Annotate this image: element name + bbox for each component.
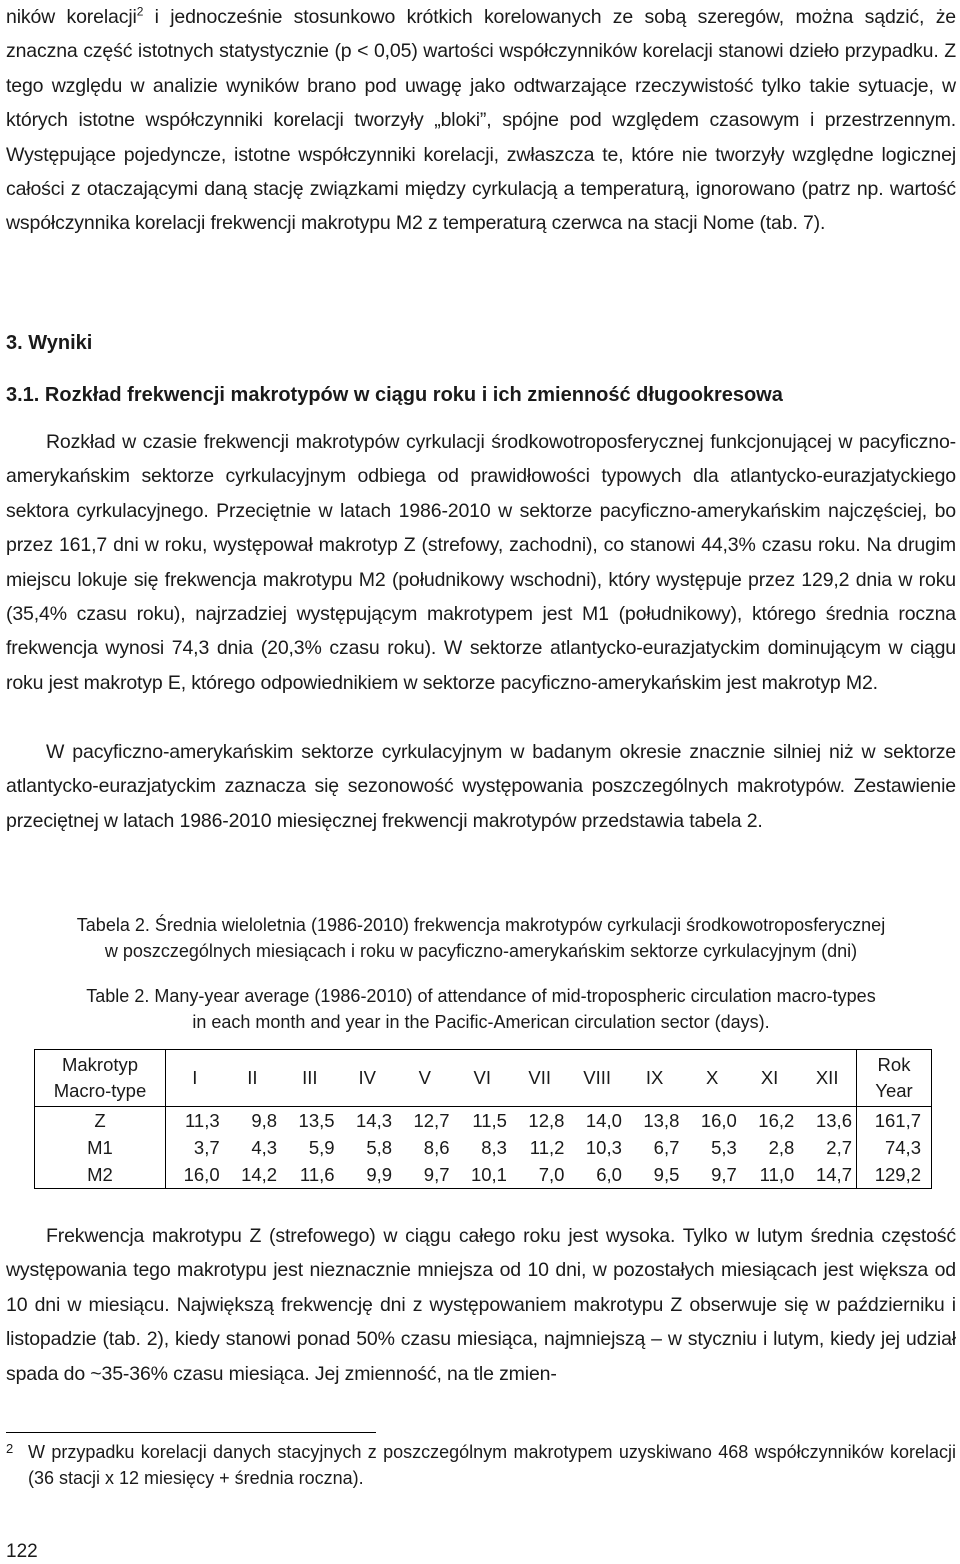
table-row <box>35 1134 932 1161</box>
table-cell: 11,2 <box>529 1137 565 1158</box>
header-month: VI <box>454 1050 511 1107</box>
table-row <box>35 1107 932 1135</box>
header-month: IX <box>626 1050 683 1107</box>
table-cell: 2,7 <box>826 1137 852 1158</box>
footnote-divider <box>6 1432 376 1433</box>
table-cell: 4,3 <box>251 1137 278 1158</box>
footnote-mark: 2 <box>6 1441 14 1456</box>
header-year-en: Year <box>875 1080 913 1101</box>
table-cell: 14,2 <box>241 1164 278 1185</box>
table-cell: 11,3 <box>184 1110 220 1131</box>
table-cell: 9,9 <box>366 1164 393 1185</box>
table-cell: 16,2 <box>758 1110 795 1131</box>
table-cell: 13,5 <box>298 1110 335 1131</box>
table-caption-polish-line2: w poszczególnych miesiącach i roku w pacyficzno-amerykańskim sektorze cyrkulacyjnym (dni) <box>104 941 858 961</box>
table-cell: 11,5 <box>472 1110 507 1131</box>
table-caption-english-line2: in each month and year in the Pacific-American circulation sector (days). <box>192 1012 770 1032</box>
table-cell: 9,7 <box>423 1164 450 1185</box>
table-cell: 12,7 <box>413 1110 450 1131</box>
table-cell: 13,8 <box>643 1110 680 1131</box>
section-heading: 3. Wyniki <box>6 332 93 354</box>
macrotype-frequency-table <box>34 1049 932 1189</box>
header-month: III <box>281 1050 338 1107</box>
table-cell: 6,0 <box>596 1164 622 1185</box>
table-cell: 10,1 <box>470 1164 507 1185</box>
table-cell: 14,7 <box>815 1164 852 1185</box>
header-month: VIII <box>568 1050 625 1107</box>
header-macrotype-en: Macro-type <box>53 1080 147 1101</box>
paragraph-seasonality: W pacyficzno-amerykańskim sektorze cyrkulacyjnym w badanym okresie znacznie silniej niż w sektorze atlantycko-eurazjatyckim zaznacza się sezonowość występowania poszczególnych makrotypów. Zestawienie przeciętnej w latach 1986-2010 miesięcznej frekwencji makrotypów przedstawia tabela 2. <box>6 741 956 832</box>
subsection-heading: 3.1. Rozkład frekwencji makrotypów w ciągu roku i ich zmienność długookresowa <box>6 384 783 406</box>
header-month: V <box>396 1050 453 1107</box>
table-cell: 14,3 <box>356 1110 393 1131</box>
paragraph-intro-start: ników korelacji <box>6 6 137 28</box>
table-row <box>35 1161 932 1189</box>
table-cell: 10,3 <box>585 1137 622 1158</box>
header-month: XI <box>741 1050 798 1107</box>
footnote-text: W przypadku korelacji danych stacyjnych z poszczególnym makrotypem uzyskiwano 468 współczynników korelacji (36 stacji x 12 miesięcy + średnia roczna). <box>28 1442 956 1488</box>
header-month: IV <box>339 1050 396 1107</box>
header-month: I <box>166 1050 224 1107</box>
table-cell: 9,7 <box>711 1164 737 1185</box>
paragraph-macrotype-z: Frekwencja makrotypu Z (strefowego) w ciągu całego roku jest wysoka. Tylko w lutym średnia częstość występowania tego makrotypu jest nieznacznie mniejsza od 10 dni, w pozostałych miesiącach jest większa od 10 dni w miesiącu. Największą frekwencję dni z występowaniem makrotypu Z obserwuje się w październiku i listopadzie (tab. 2), kiedy stanowi ponad 50% czasu miesiąca, najmniejszą – w styczniu i lutym, kiedy jej udział spada do ~35-36% czasu miesiąca. Jej zmienność, na tle zmien- <box>6 1225 956 1385</box>
paragraph-distribution: Rozkład w czasie frekwencji makrotypów cyrkulacji środkowotroposferycznej funkcjonującej w pacyficzno-amerykańskim sektorze cyrkulacyjnym odbiega od prawidłowości typowych dla atlantycko-eurazjatyckiego sektora cyrkulacyjnego. Przeciętnie w latach 1986-2010 w sektorze pacyficzno-amerykańskim najczęściej, bo przez 161,7 dni w roku, występował makrotyp Z (strefowy, zachodni), co stanowi 44,3% czasu roku. Na drugim miejscu lokuje się frekwencja makrotypu M2 (południkowy wschodni), który występuje przez 129,2 dnia w roku (35,4% czasu roku), najrzadziej występującym makrotypem jest M1 (południkowy), którego średnia roczna frekwencja wynosi 74,3 dnia (20,3% czasu roku). W sektorze atlantycko-eurazjatyckim dominującym w ciągu roku jest makrotyp E, którego odpowiednikiem w sektorze pacyficzno-amerykańskim jest makrotyp M2. <box>6 431 956 694</box>
header-month: VII <box>511 1050 568 1107</box>
table-cell: 8,3 <box>481 1137 507 1158</box>
header-month: XII <box>798 1050 856 1107</box>
row-macrotype: M1 <box>35 1134 166 1161</box>
table-cell-year: 74,3 <box>857 1134 932 1161</box>
header-year-pl: Rok <box>877 1054 911 1075</box>
table-caption-english-line1: Table 2. Many-year average (1986-2010) of attendance of mid-tropospheric circulation macro-types <box>86 986 876 1006</box>
table-cell: 16,0 <box>183 1164 220 1185</box>
table-cell: 9,8 <box>251 1110 278 1131</box>
row-macrotype: Z <box>35 1107 166 1135</box>
table-cell: 13,6 <box>815 1110 852 1131</box>
table-cell: 12,8 <box>528 1110 565 1131</box>
header-month: X <box>683 1050 740 1107</box>
table-cell: 5,3 <box>711 1137 737 1158</box>
page-number: 122 <box>6 1541 38 1562</box>
header-macrotype-pl: Makrotyp <box>61 1054 139 1075</box>
table-cell: 11,0 <box>759 1164 795 1185</box>
header-month: II <box>224 1050 281 1107</box>
paragraph-intro <box>6 0 956 241</box>
table-cell: 16,0 <box>700 1110 737 1131</box>
table-cell: 7,0 <box>538 1164 565 1185</box>
table-cell-year: 129,2 <box>857 1161 932 1189</box>
table-caption-polish <box>6 912 956 964</box>
table-caption-polish-line1: Tabela 2. Średnia wieloletnia (1986-2010) frekwencja makrotypów cyrkulacji środkowotroposferycznej <box>76 915 886 935</box>
table-cell-year: 161,7 <box>857 1107 932 1135</box>
table-cell: 6,7 <box>653 1137 680 1158</box>
header-year <box>857 1050 932 1107</box>
table-cell: 5,8 <box>366 1137 393 1158</box>
table-cell: 5,9 <box>308 1137 335 1158</box>
footnote-reference[interactable]: 2 <box>136 4 144 19</box>
table-cell: 3,7 <box>193 1137 220 1158</box>
table-cell: 14,0 <box>585 1110 622 1131</box>
row-macrotype: M2 <box>35 1161 166 1189</box>
table-caption-english <box>6 983 956 1035</box>
table-cell: 2,8 <box>768 1137 795 1158</box>
table-cell: 9,5 <box>653 1164 680 1185</box>
paragraph-intro-rest: i jednocześnie stosunkowo krótkich korelowanych ze sobą szeregów, można sądzić, że znaczna część istotnych statystycznie (p < 0,05) wartości współczynników korelacji stanowi dzieło przypadku. Z tego względu w analizie wyników brano pod uwagę jako odtwarzające rzeczywistość tylko takie sytuacje, w których istotne współczynniki korelacji tworzyły „bloki”, spójne pod względem czasowym i przestrzennym. Występujące pojedyncze, istotne współczynniki korelacji, zwłaszcza te, które nie tworzyły względne logicznej całości z otaczającymi daną stację związkami między cyrkulacją a temperaturą, ignorowano (patrz np. wartość współczynnika korelacji frekwencji makrotypu M2 z temperaturą czerwca na stacji Nome (tab. 7). <box>6 6 956 235</box>
table-header-row <box>35 1050 932 1107</box>
header-macrotype <box>35 1050 166 1107</box>
table-cell: 8,6 <box>423 1137 450 1158</box>
table-cell: 11,6 <box>299 1164 335 1185</box>
footnote <box>6 1439 956 1491</box>
